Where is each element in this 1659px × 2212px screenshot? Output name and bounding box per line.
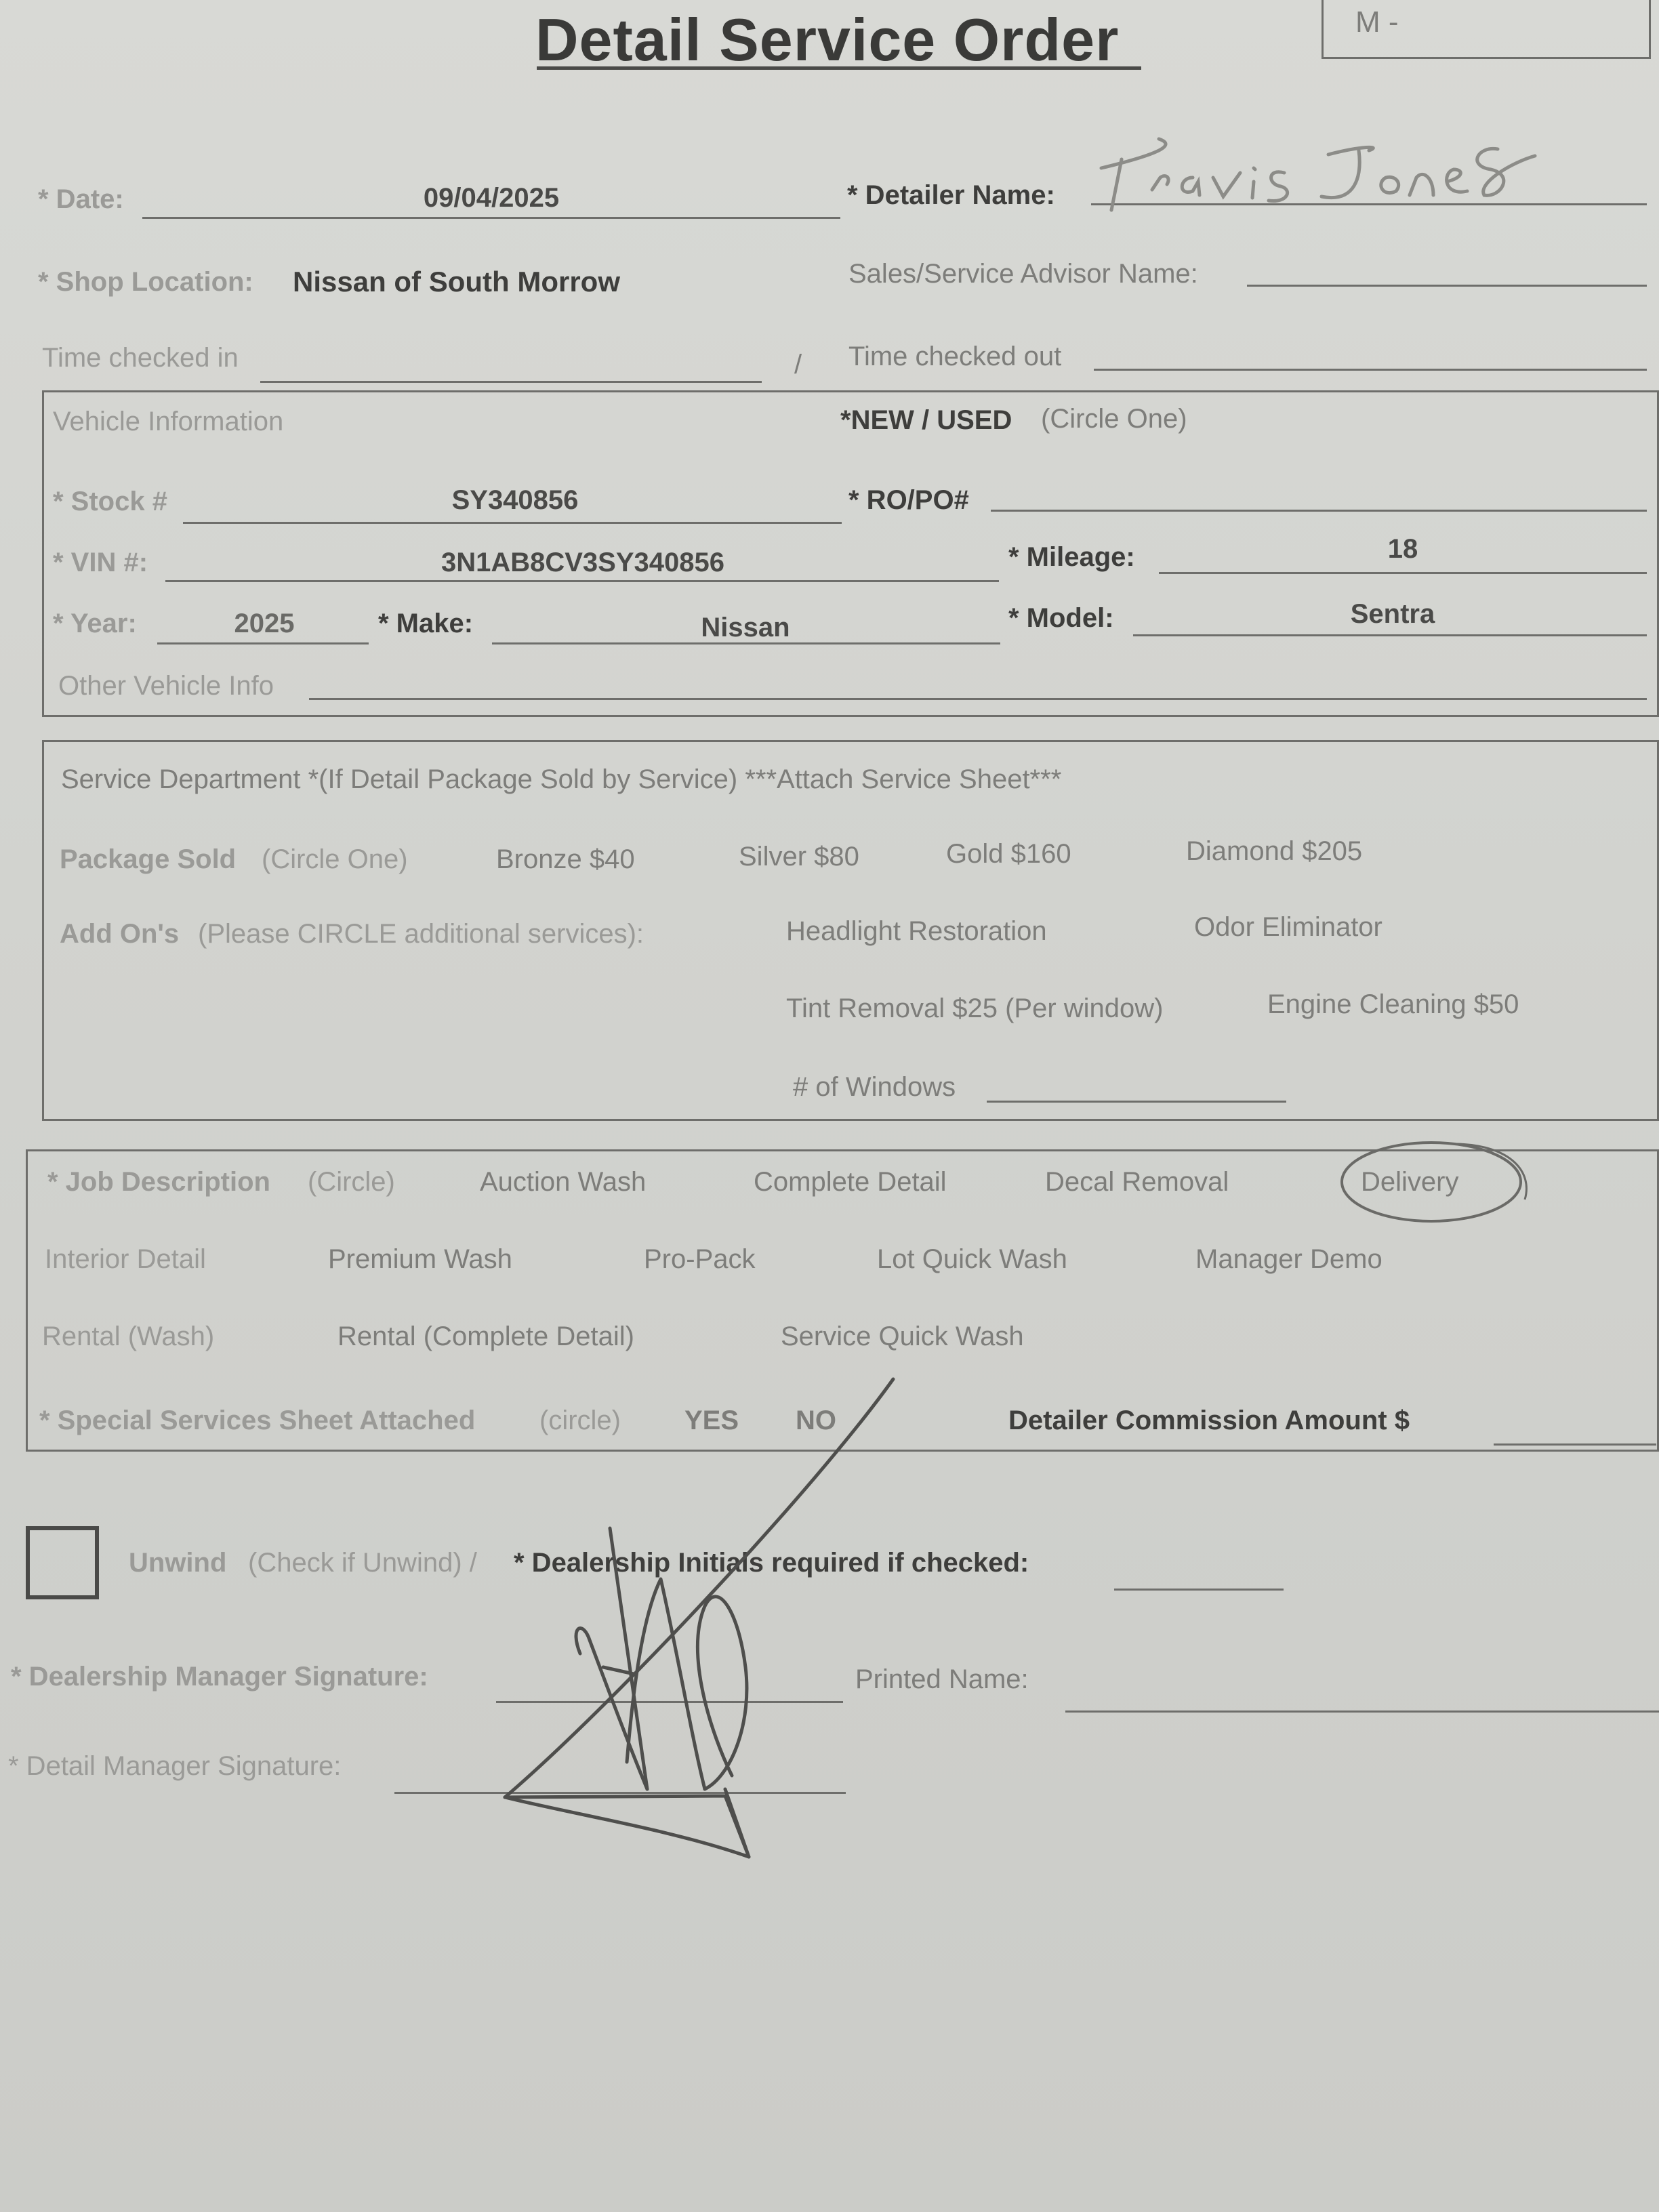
job-delivery[interactable]: Delivery [1361, 1167, 1459, 1197]
form-title: Detail Service Order [535, 6, 1120, 73]
time-out-label: Time checked out [848, 342, 1062, 371]
other-info-label: Other Vehicle Info [58, 671, 274, 701]
commission-label: Detailer Commission Amount $ [1008, 1406, 1410, 1435]
job-complete-detail[interactable]: Complete Detail [754, 1167, 947, 1197]
ro-po-label: * RO/PO# [848, 485, 969, 515]
vin-label: * VIN #: [53, 548, 148, 577]
unwind-note: (Check if Unwind) / [248, 1548, 477, 1578]
make-value[interactable]: Nissan [701, 613, 790, 642]
dealership-initials-label: * Dealership Initials required if checked: [514, 1548, 1029, 1578]
mileage-value[interactable]: 18 [1387, 534, 1418, 564]
year-value[interactable]: 2025 [234, 609, 295, 638]
year-label: * Year: [53, 609, 137, 638]
addon-engine-cleaning[interactable]: Engine Cleaning $50 [1267, 989, 1519, 1019]
special-services-label: * Special Services Sheet Attached [39, 1406, 476, 1435]
special-services-yes[interactable]: YES [684, 1406, 739, 1435]
printed-name-label: Printed Name: [855, 1664, 1029, 1694]
unwind-label: Unwind [129, 1548, 227, 1578]
service-department-label: Service Department *(If Detail Package Sold by Service) ***Attach Service Sheet*** [61, 764, 1062, 794]
package-silver[interactable]: Silver $80 [739, 842, 859, 872]
vehicle-info-label: Vehicle Information [53, 407, 284, 436]
time-in-label: Time checked in [42, 343, 239, 373]
package-sold-note: (Circle One) [262, 844, 408, 874]
job-decal-removal[interactable]: Decal Removal [1045, 1167, 1229, 1197]
detail-manager-signature-label: * Detail Manager Signature: [8, 1751, 342, 1781]
order-number-prefix: M - [1355, 5, 1399, 39]
special-services-note: (circle) [539, 1406, 621, 1435]
model-value[interactable]: Sentra [1350, 599, 1435, 629]
windows-count-label: # of Windows [793, 1072, 956, 1102]
job-description-note: (Circle) [308, 1167, 395, 1197]
job-description-label: * Job Description [47, 1167, 270, 1197]
new-used-label[interactable]: *NEW / USED [840, 405, 1012, 435]
shop-location-value[interactable]: Nissan of South Morrow [293, 266, 620, 298]
job-interior-detail[interactable]: Interior Detail [45, 1244, 206, 1274]
addon-headlight-restoration[interactable]: Headlight Restoration [786, 916, 1047, 946]
package-bronze[interactable]: Bronze $40 [496, 844, 635, 874]
dealership-manager-signature-label: * Dealership Manager Signature: [11, 1662, 428, 1692]
job-rental-wash[interactable]: Rental (Wash) [42, 1322, 215, 1351]
date-label: * Date: [38, 184, 124, 214]
mileage-label: * Mileage: [1008, 542, 1135, 572]
addon-odor-eliminator[interactable]: Odor Eliminator [1194, 912, 1382, 942]
job-auction-wash[interactable]: Auction Wash [480, 1167, 647, 1197]
date-value[interactable]: 09/04/2025 [423, 183, 560, 213]
special-services-no[interactable]: NO [796, 1406, 836, 1435]
job-service-quick-wash[interactable]: Service Quick Wash [781, 1322, 1024, 1351]
job-rental-complete-detail[interactable]: Rental (Complete Detail) [337, 1322, 634, 1351]
add-ons-label: Add On's [60, 919, 180, 949]
shop-location-label: * Shop Location: [38, 267, 253, 297]
model-label: * Model: [1008, 603, 1114, 633]
addon-tint-removal[interactable]: Tint Removal $25 (Per window) [786, 994, 1164, 1023]
job-pro-pack[interactable]: Pro-Pack [644, 1244, 756, 1274]
package-diamond[interactable]: Diamond $205 [1186, 836, 1363, 866]
add-ons-note: (Please CIRCLE additional services): [198, 919, 644, 949]
advisor-name-label: Sales/Service Advisor Name: [848, 259, 1198, 289]
package-sold-label: Package Sold [60, 844, 237, 874]
make-label: * Make: [378, 609, 474, 638]
job-manager-demo[interactable]: Manager Demo [1195, 1244, 1382, 1274]
vin-value[interactable]: 3N1AB8CV3SY340856 [441, 548, 725, 577]
time-separator: / [794, 350, 802, 380]
new-used-note: (Circle One) [1041, 404, 1187, 434]
job-premium-wash[interactable]: Premium Wash [328, 1244, 512, 1274]
detailer-name-label: * Detailer Name: [847, 180, 1055, 210]
job-lot-quick-wash[interactable]: Lot Quick Wash [877, 1244, 1067, 1274]
stock-value[interactable]: SY340856 [451, 485, 579, 515]
package-gold[interactable]: Gold $160 [946, 839, 1071, 869]
stock-label: * Stock # [53, 487, 167, 516]
